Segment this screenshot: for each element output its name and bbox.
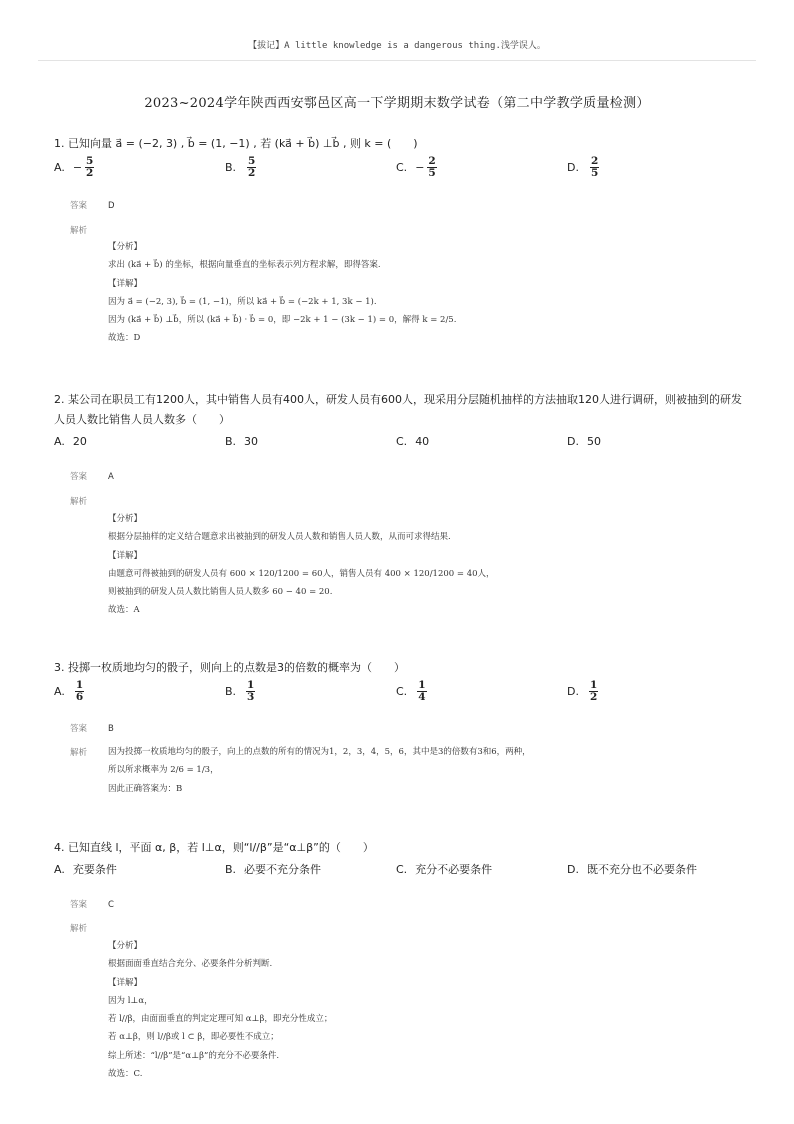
option-label: C. <box>396 435 408 448</box>
option-label: C. <box>396 863 408 876</box>
analysis-line: 【分析】 <box>108 514 143 524</box>
option-label: D. <box>567 160 579 174</box>
question-stem: 1. 已知向量 a⃗ = (−2, 3) , b⃗ = (1, −1) , 若 (ka⃗ + b⃗) ⊥b⃗ , 则 k = ( ) <box>54 137 418 150</box>
option-text: 20 <box>72 435 87 448</box>
option-label: B. <box>225 160 237 174</box>
option-fraction <box>85 156 94 179</box>
option-a[interactable] <box>54 156 225 179</box>
question-1 <box>54 134 744 179</box>
analysis-row <box>70 922 740 934</box>
analysis-line: 故选：D <box>108 333 141 344</box>
answer-row <box>70 199 740 211</box>
answer-value: C <box>108 900 114 910</box>
analysis-line: 若 l//β，由面面垂直的判定定理可知 α⊥β，即充分性成立； <box>108 1014 333 1025</box>
analysis-line: 所以所求概率为 2/6 = 1/3， <box>108 765 219 776</box>
question-2 <box>54 390 744 452</box>
option-label: A. <box>54 435 65 448</box>
option-text: 50 <box>586 435 601 448</box>
analysis-label: 解析 <box>70 226 88 236</box>
analysis-body <box>108 510 728 620</box>
option-d[interactable] <box>567 860 738 880</box>
option-b[interactable] <box>225 432 396 452</box>
fraction-numerator: 5 <box>248 155 256 167</box>
analysis-line: 若 α⊥β，则 l//β或 l ⊂ β，即必要性不成立； <box>108 1032 279 1043</box>
answer-label: 答案 <box>70 472 88 482</box>
option-fraction <box>247 156 256 179</box>
option-a[interactable] <box>54 680 225 703</box>
option-text: 既不充分也不必要条件 <box>586 863 697 876</box>
option-text: 充分不必要条件 <box>415 863 493 876</box>
fraction-denominator: 4 <box>418 691 426 703</box>
answer-row <box>70 722 740 734</box>
option-label: C. <box>396 684 408 698</box>
option-c[interactable] <box>396 680 567 703</box>
answer-value: A <box>108 472 114 482</box>
analysis-line: 根据面面垂直结合充分、必要条件分析判断. <box>108 959 273 970</box>
analysis-line: 【详解】 <box>108 977 143 988</box>
analysis-line: 因此正确答案为：B <box>108 783 183 794</box>
option-c[interactable] <box>396 860 567 880</box>
question-stem: 2. 某公司在职员工有1200人，其中销售人员有400人，研发人员有600人，现采用分层随机抽样的方法抽取120人进行调研，则被抽到的研发人员人数比销售人员人数多（ ） <box>54 393 742 426</box>
option-label: D. <box>567 684 579 698</box>
fraction-denominator: 2 <box>589 691 598 703</box>
option-label: B. <box>225 863 237 876</box>
analysis-line: 则被抽到的研发人员人数比销售人员人数多 60 − 40 = 20. <box>108 587 333 598</box>
option-c[interactable] <box>396 156 567 179</box>
option-d[interactable] <box>567 432 738 452</box>
analysis-line: 故选：A <box>108 605 140 616</box>
header-divider <box>38 60 756 61</box>
option-text: 充要条件 <box>72 863 117 876</box>
option-label: B. <box>225 684 237 698</box>
option-list <box>54 860 744 880</box>
fraction-denominator: 6 <box>75 691 84 703</box>
option-label: A. <box>54 160 65 174</box>
option-sign: − <box>415 160 425 174</box>
analysis-line: 根据分层抽样的定义结合题意求出被抽到的研发人员人数和销售人员人数，从而可求得结果. <box>108 532 451 543</box>
fraction-numerator: 1 <box>589 679 598 691</box>
fraction-numerator: 1 <box>247 679 255 691</box>
analysis-line: 由题意可得被抽到的研发人员有 600 × 120/1200 = 60人，销售人员有 400 × 120/1200 = 40人， <box>108 568 495 579</box>
fraction-denominator: 2 <box>248 167 256 179</box>
analysis-line: 因为 (ka⃗ + b⃗) ⊥b⃗，所以 (ka⃗ + b⃗) · b⃗ = 0，即 −2k + 1 − (3k − 1) = 0，解得 k = 2/5. <box>108 315 457 326</box>
question-stem: 4. 已知直线 l，平面 α, β，若 l⊥α，则“l//β”是“α⊥β”的（ ） <box>54 841 374 854</box>
analysis-line: 【详解】 <box>108 278 143 289</box>
option-a[interactable] <box>54 860 225 880</box>
analysis-label: 解析 <box>70 748 88 758</box>
option-fraction <box>246 680 255 703</box>
option-c[interactable] <box>396 432 567 452</box>
question-3 <box>54 658 744 703</box>
page-title: 2023~2024学年陕西西安鄠邑区高一下学期期末数学试卷（第二中学教学质量检测） <box>144 96 650 111</box>
option-fraction <box>417 680 426 703</box>
option-b[interactable] <box>225 680 396 703</box>
analysis-label: 解析 <box>70 924 88 934</box>
option-text: 40 <box>415 435 430 448</box>
answer-label: 答案 <box>70 900 88 910</box>
fraction-numerator: 1 <box>75 679 84 691</box>
option-b[interactable] <box>225 156 396 179</box>
option-b[interactable] <box>225 860 396 880</box>
analysis-body <box>108 937 728 1083</box>
analysis-line: 故选：C. <box>108 1069 143 1080</box>
fraction-denominator: 5 <box>590 167 599 179</box>
option-fraction <box>589 680 598 703</box>
analysis-line: 【分析】 <box>108 242 143 252</box>
fraction-numerator: 2 <box>590 155 599 167</box>
option-label: A. <box>54 863 65 876</box>
analysis-line: 【分析】 <box>108 941 143 951</box>
analysis-label: 解析 <box>70 497 88 507</box>
answer-value: B <box>108 724 114 734</box>
question-4 <box>54 838 744 880</box>
option-list <box>54 680 744 703</box>
option-list <box>54 156 744 179</box>
analysis-line: 因为 a⃗ = (−2, 3), b⃗ = (1, −1)，所以 ka⃗ + b⃗ = (−2k + 1, 3k − 1). <box>108 296 377 307</box>
option-label: A. <box>54 684 65 698</box>
analysis-row <box>70 495 740 507</box>
option-label: C. <box>396 160 408 174</box>
option-label: D. <box>567 863 579 876</box>
fraction-denominator: 2 <box>86 167 94 179</box>
option-d[interactable] <box>567 680 738 703</box>
fraction-numerator: 2 <box>428 155 436 167</box>
option-text: 30 <box>244 435 259 448</box>
analysis-line: 求出 (ka⃗ + b⃗) 的坐标，根据向量垂直的坐标表示列方程求解，即得答案. <box>108 260 381 271</box>
option-label: B. <box>225 435 237 448</box>
option-d[interactable] <box>567 156 738 179</box>
question-stem: 3. 投掷一枚质地均匀的骰子，则向上的点数是3的倍数的概率为（ ） <box>54 661 405 674</box>
analysis-line: 【详解】 <box>108 550 143 561</box>
option-label: D. <box>567 435 579 448</box>
analysis-line: 因为 l⊥α， <box>108 995 153 1006</box>
fraction-denominator: 5 <box>428 167 436 179</box>
option-list <box>54 432 744 452</box>
option-fraction <box>75 680 84 703</box>
answer-label: 答案 <box>70 201 88 211</box>
option-text: 必要不充分条件 <box>244 863 322 876</box>
fraction-numerator: 5 <box>86 155 94 167</box>
analysis-line: 综上所述：“l//β”是“α⊥β”的充分不必要条件. <box>108 1050 280 1061</box>
option-a[interactable] <box>54 432 225 452</box>
option-fraction <box>427 156 436 179</box>
answer-label: 答案 <box>70 724 88 734</box>
analysis-line: 因为投掷一枚质地均匀的骰子，向上的点数的所有的情况为1，2，3，4，5，6，其中是3的倍数有3和6，两种， <box>108 747 531 757</box>
analysis-body <box>108 238 728 348</box>
answer-row <box>70 470 740 482</box>
answer-value: D <box>108 201 115 211</box>
fraction-numerator: 1 <box>418 679 426 691</box>
analysis-body <box>108 743 728 798</box>
fraction-denominator: 3 <box>247 691 255 703</box>
analysis-row <box>70 224 740 236</box>
option-sign: − <box>72 160 83 174</box>
page-banner: 【拔记】A little knowledge is a dangerous thing.浅学误人。 <box>248 41 546 51</box>
answer-row <box>70 898 740 910</box>
option-fraction <box>590 156 599 179</box>
